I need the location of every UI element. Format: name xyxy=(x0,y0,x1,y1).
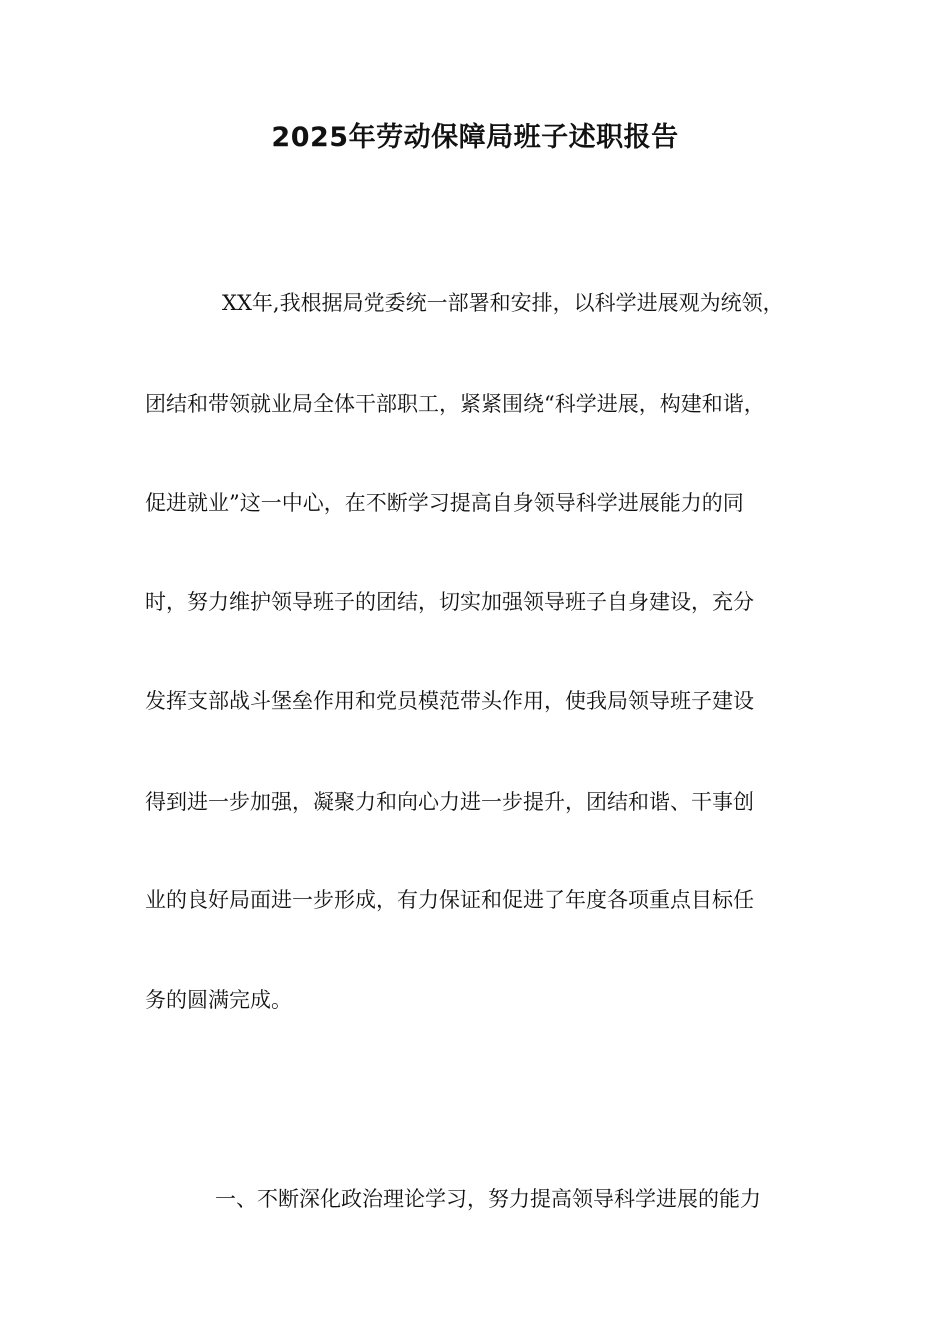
paragraph-line: 时，努力维护领导班子的团结，切实加强领导班子自身建设，充分 xyxy=(145,590,754,614)
paragraph-line: 业的良好局面进一步形成，有力保证和促进了年度各项重点目标任 xyxy=(145,888,754,912)
document-title: 2025年劳动保障局班子述职报告 xyxy=(271,122,679,153)
paragraph-line: 促进就业”这一中心，在不断学习提高自身领导科学进展能力的同 xyxy=(145,491,744,515)
paragraph-line: 得到进一步加强，凝聚力和向心力进一步提升，团结和谐、干事创 xyxy=(145,790,754,814)
paragraph-line: XX年,我根据局党委统一部署和安排，以科学进展观为统领， xyxy=(222,291,784,315)
paragraph-line: 务的圆满完成。 xyxy=(145,988,292,1012)
paragraph-line: 团结和带领就业局全体干部职工，紧紧围绕“科学进展，构建和谐， xyxy=(145,392,765,416)
section-heading: 一、不断深化政治理论学习，努力提高领导科学进展的能力 xyxy=(215,1187,761,1211)
paragraph-line: 发挥支部战斗堡垒作用和党员模范带头作用，使我局领导班子建设 xyxy=(145,689,754,713)
